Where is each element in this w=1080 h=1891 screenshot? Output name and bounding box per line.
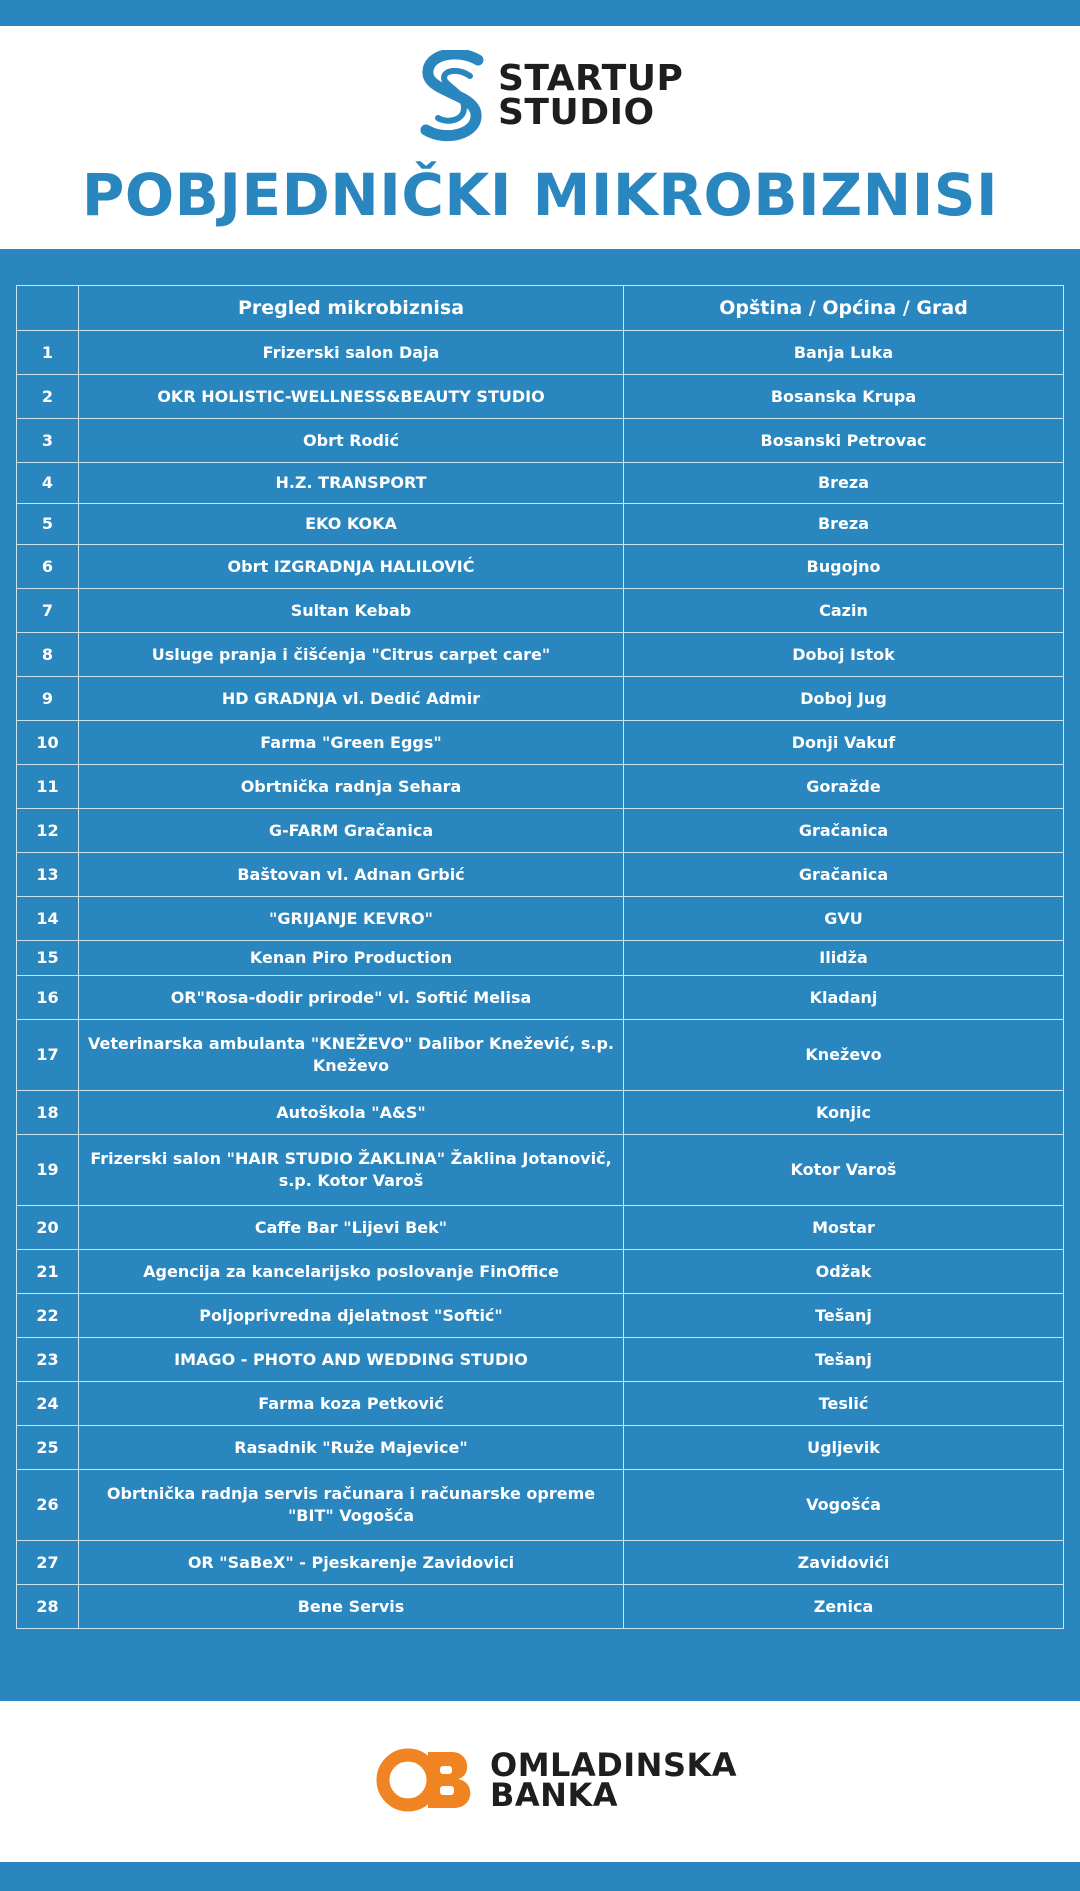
row-number: 16 [17,976,79,1020]
municipality: Kneževo [624,1020,1064,1091]
municipality: Goražde [624,765,1064,809]
row-number: 5 [17,504,79,545]
business-name: "GRIJANJE KEVRO" [79,897,624,941]
municipality: Banja Luka [624,331,1064,375]
business-name: Sultan Kebab [79,589,624,633]
municipality: Ugljevik [624,1426,1064,1470]
business-name: G-FARM Gračanica [79,809,624,853]
business-name: OKR HOLISTIC-WELLNESS&BEAUTY STUDIO [79,375,624,419]
business-name: IMAGO - PHOTO AND WEDDING STUDIO [79,1338,624,1382]
municipality: Cazin [624,589,1064,633]
business-name: Caffe Bar "Lijevi Bek" [79,1206,624,1250]
column-header-business: Pregled mikrobiznisa [79,286,624,331]
table-row [17,1206,1064,1250]
table-row [17,1294,1064,1338]
row-number: 13 [17,853,79,897]
municipality: Ilidža [624,941,1064,976]
table-row [17,545,1064,589]
business-name: Kenan Piro Production [79,941,624,976]
row-number: 27 [17,1541,79,1585]
business-name: Frizerski salon "HAIR STUDIO ŽAKLINA" Žaklina Jotanovič, s.p. Kotor Varoš [79,1135,624,1206]
municipality: Tešanj [624,1338,1064,1382]
row-number: 17 [17,1020,79,1091]
business-name: Poljoprivredna djelatnost "Softić" [79,1294,624,1338]
row-number: 14 [17,897,79,941]
page-title: POBJEDNIČKI MIKROBIZNISI [81,161,999,229]
table-row [17,1382,1064,1426]
business-name: Usluge pranja i čišćenja "Citrus carpet care" [79,633,624,677]
municipality: Teslić [624,1382,1064,1426]
footer-brand-line-2: BANKA [490,1776,618,1814]
municipality: Konjic [624,1091,1064,1135]
table-row [17,1091,1064,1135]
column-header-number [17,286,79,331]
table-row [17,1250,1064,1294]
municipality: Breza [624,463,1064,504]
omladinska-banka-logo [376,1748,737,1812]
row-number: 12 [17,809,79,853]
row-number: 26 [17,1470,79,1541]
row-number: 19 [17,1135,79,1206]
municipality: Kotor Varoš [624,1135,1064,1206]
footer-brand-line-1: OMLADINSKA [490,1746,738,1784]
municipality: Kladanj [624,976,1064,1020]
municipality: GVU [624,897,1064,941]
row-number: 15 [17,941,79,976]
winners-table [16,285,1064,1629]
table-row [17,504,1064,545]
business-name: Obrtnička radnja servis računara i računarske opreme "BIT" Vogošća [79,1470,624,1541]
municipality: Mostar [624,1206,1064,1250]
municipality: Gračanica [624,809,1064,853]
table-row [17,809,1064,853]
table-row [17,1585,1064,1629]
business-name: OR"Rosa-dodir prirode" vl. Softić Melisa [79,976,624,1020]
bottom-border [0,1862,1080,1891]
row-number: 6 [17,545,79,589]
municipality: Gračanica [624,853,1064,897]
municipality: Bosanska Krupa [624,375,1064,419]
municipality: Bosanski Petrovac [624,419,1064,463]
business-name: HD GRADNJA vl. Dedić Admir [79,677,624,721]
row-number: 21 [17,1250,79,1294]
table-row [17,1135,1064,1206]
business-name: Veterinarska ambulanta "KNEŽEVO" Dalibor Knežević, s.p. Kneževo [79,1020,624,1091]
row-number: 1 [17,331,79,375]
municipality: Doboj Istok [624,633,1064,677]
business-name: EKO KOKA [79,504,624,545]
business-name: Bene Servis [79,1585,624,1629]
ob-monogram-icon [376,1748,480,1812]
row-number: 8 [17,633,79,677]
table-row [17,1020,1064,1091]
brand-line-1: STARTUP [498,58,684,99]
business-name: Obrt Rodić [79,419,624,463]
municipality: Bugojno [624,545,1064,589]
business-name: Farma "Green Eggs" [79,721,624,765]
municipality: Odžak [624,1250,1064,1294]
row-number: 25 [17,1426,79,1470]
row-number: 4 [17,463,79,504]
table-row [17,375,1064,419]
business-name: Obrt IZGRADNJA HALILOVIĆ [79,545,624,589]
business-name: Baštovan vl. Adnan Grbić [79,853,624,897]
row-number: 9 [17,677,79,721]
business-name: Rasadnik "Ruže Majevice" [79,1426,624,1470]
table-row [17,463,1064,504]
table-row [17,1541,1064,1585]
row-number: 20 [17,1206,79,1250]
municipality: Zenica [624,1585,1064,1629]
startup-studio-logo [418,50,683,142]
column-header-municipality: Opština / Općina / Grad [624,286,1064,331]
row-number: 24 [17,1382,79,1426]
table-row [17,721,1064,765]
row-number: 23 [17,1338,79,1382]
table-row [17,677,1064,721]
business-name: Agencija za kancelarijsko poslovanje FinOffice [79,1250,624,1294]
row-number: 28 [17,1585,79,1629]
table-row [17,331,1064,375]
municipality: Tešanj [624,1294,1064,1338]
table-row [17,1426,1064,1470]
row-number: 7 [17,589,79,633]
table-row [17,853,1064,897]
table-row [17,1338,1064,1382]
municipality: Donji Vakuf [624,721,1064,765]
business-name: Farma koza Petković [79,1382,624,1426]
business-name: H.Z. TRANSPORT [79,463,624,504]
municipality: Zavidovići [624,1541,1064,1585]
municipality: Vogošća [624,1470,1064,1541]
table-row [17,1470,1064,1541]
business-name: OR "SaBeX" - Pjeskarenje Zavidovici [79,1541,624,1585]
table-row [17,633,1064,677]
row-number: 3 [17,419,79,463]
table-row [17,897,1064,941]
row-number: 18 [17,1091,79,1135]
business-name: Frizerski salon Daja [79,331,624,375]
brand-line-2: STUDIO [498,92,655,133]
top-border [0,0,1080,26]
business-name: Autoškola "A&S" [79,1091,624,1135]
business-name: Obrtnička radnja Sehara [79,765,624,809]
startup-studio-s-icon [418,50,488,142]
table-row [17,976,1064,1020]
table-row [17,765,1064,809]
row-number: 11 [17,765,79,809]
row-number: 10 [17,721,79,765]
row-number: 22 [17,1294,79,1338]
table-row [17,941,1064,976]
municipality: Doboj Jug [624,677,1064,721]
municipality: Breza [624,504,1064,545]
table-header-row [17,286,1064,331]
table-row [17,589,1064,633]
row-number: 2 [17,375,79,419]
table-row [17,419,1064,463]
